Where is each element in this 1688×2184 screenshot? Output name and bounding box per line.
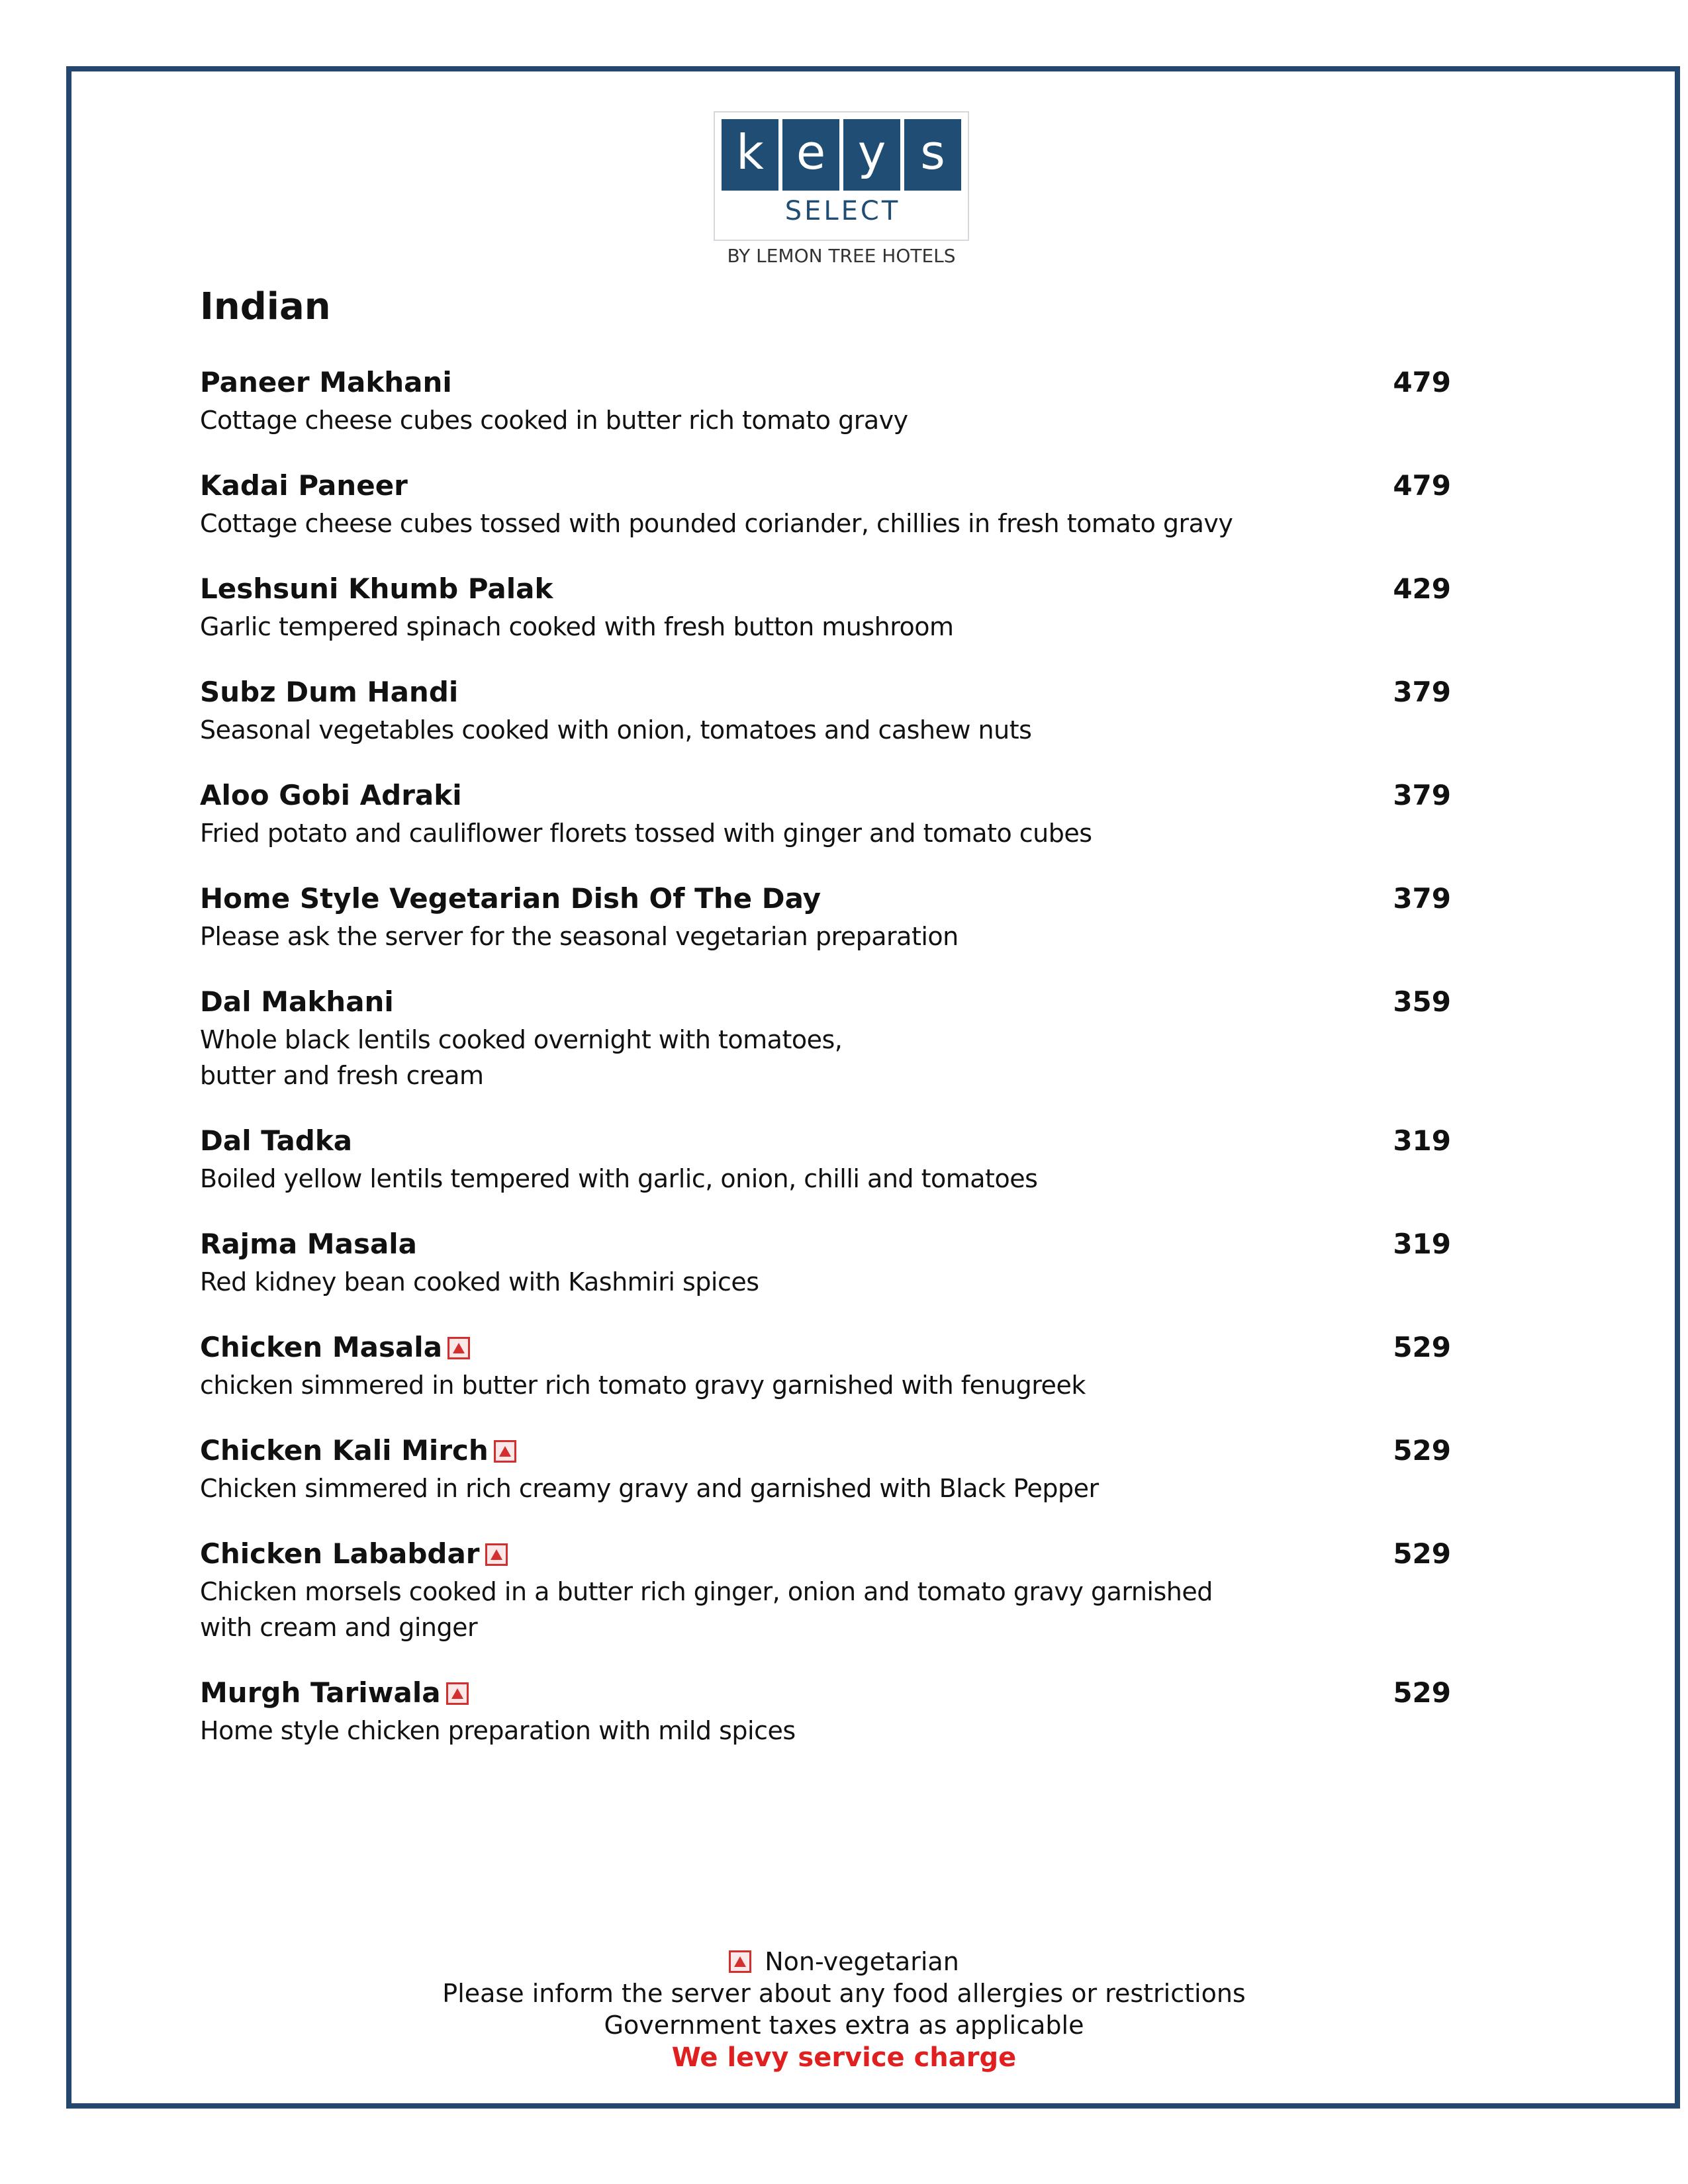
non-veg-icon <box>485 1543 508 1566</box>
menu-item <box>200 1431 1451 1506</box>
menu-item-description: Garlic tempered spinach cooked with fresh button mushroom <box>200 612 954 641</box>
menu-item-header <box>200 569 1451 609</box>
menu-item-description: Home style chicken preparation with mild spices <box>200 1716 796 1745</box>
menu-list <box>200 363 1451 1776</box>
logo-tagline: BY LEMON TREE HOTELS <box>727 245 956 267</box>
menu-item <box>200 879 1451 954</box>
menu-item-name: Leshsuni Khumb Palak <box>200 572 553 605</box>
menu-item-header <box>200 466 1451 506</box>
menu-item-price: 429 <box>1393 572 1451 605</box>
non-veg-icon <box>494 1440 516 1463</box>
menu-item-name: Subz Dum Handi <box>200 676 459 708</box>
menu-footer <box>0 1946 1688 2074</box>
menu-item-description: Seasonal vegetables cooked with onion, tomatoes and cashew nuts <box>200 715 1032 745</box>
menu-item-header <box>200 879 1451 919</box>
logo-select-text: SELECT <box>784 196 901 226</box>
menu-item <box>200 1534 1451 1645</box>
menu-item-name: Kadai Paneer <box>200 469 408 502</box>
menu-item-description: Cottage cheese cubes tossed with pounded coriander, chillies in fresh tomato gravy <box>200 509 1233 538</box>
menu-item <box>200 982 1451 1093</box>
menu-item <box>200 776 1451 851</box>
menu-item-name: Chicken Kali Mirch <box>200 1434 489 1467</box>
menu-item-price: 379 <box>1393 676 1451 708</box>
menu-item-price: 359 <box>1393 985 1451 1018</box>
menu-item <box>200 466 1451 541</box>
menu-item-description: Chicken morsels cooked in a butter rich ginger, onion and tomato gravy garnished <box>200 1577 1213 1606</box>
menu-item-description: Please ask the server for the seasonal vegetarian preparation <box>200 922 959 951</box>
menu-item <box>200 569 1451 645</box>
service-charge-note: We levy service charge <box>671 2042 1017 2073</box>
logo-letter-y: y <box>843 119 900 191</box>
menu-item-name: Home Style Vegetarian Dish Of The Day <box>200 882 821 915</box>
non-veg-legend <box>0 1946 1688 1978</box>
menu-item-description: chicken simmered in butter rich tomato gravy garnished with fenugreek <box>200 1371 1086 1400</box>
logo-letter-s: s <box>904 119 961 191</box>
menu-item-description-line2: butter and fresh cream <box>200 1061 484 1090</box>
menu-item-price: 319 <box>1393 1228 1451 1260</box>
menu-item <box>200 672 1451 748</box>
menu-item-name: Paneer Makhani <box>200 366 452 398</box>
tax-note: Government taxes extra as applicable <box>604 2011 1084 2040</box>
menu-item-price: 479 <box>1393 469 1451 502</box>
non-veg-icon <box>447 1337 470 1359</box>
menu-item <box>200 1328 1451 1403</box>
menu-item-header <box>200 1431 1451 1471</box>
menu-item <box>200 1673 1451 1749</box>
menu-item-name: Dal Tadka <box>200 1124 353 1157</box>
menu-item-header <box>200 1673 1451 1713</box>
keys-select-logo <box>714 111 972 270</box>
logo-letter-e: e <box>782 119 839 191</box>
menu-item-header <box>200 982 1451 1022</box>
menu-item <box>200 363 1451 438</box>
menu-item-description: Whole black lentils cooked overnight with tomatoes, <box>200 1025 843 1054</box>
menu-item-name: Rajma Masala <box>200 1228 418 1260</box>
menu-item-description-line2: with cream and ginger <box>200 1613 478 1642</box>
menu-item-name: Chicken Lababdar <box>200 1537 480 1570</box>
menu-item-header <box>200 672 1451 712</box>
menu-item-header <box>200 363 1451 402</box>
menu-item-price: 379 <box>1393 779 1451 811</box>
section-title: Indian <box>200 285 331 328</box>
logo-letter-k: k <box>722 119 778 191</box>
allergy-note: Please inform the server about any food allergies or restrictions <box>442 1979 1246 2008</box>
menu-item-name: Chicken Masala <box>200 1331 443 1363</box>
menu-item-description: Boiled yellow lentils tempered with garlic, onion, chilli and tomatoes <box>200 1164 1038 1193</box>
menu-item-description: Chicken simmered in rich creamy gravy and garnished with Black Pepper <box>200 1474 1099 1503</box>
menu-item-price: 529 <box>1393 1331 1451 1363</box>
menu-item-price: 529 <box>1393 1537 1451 1570</box>
non-veg-icon <box>729 1950 751 1973</box>
menu-item-header <box>200 1328 1451 1367</box>
menu-item-description: Red kidney bean cooked with Kashmiri spices <box>200 1267 759 1297</box>
non-veg-legend-label: Non-vegetarian <box>765 1947 959 1976</box>
non-veg-icon <box>446 1682 469 1705</box>
menu-item-price: 479 <box>1393 366 1451 398</box>
menu-item-price: 529 <box>1393 1676 1451 1709</box>
logo-box <box>714 111 969 241</box>
menu-item <box>200 1224 1451 1300</box>
menu-item-price: 319 <box>1393 1124 1451 1157</box>
menu-item-description: Cottage cheese cubes cooked in butter rich tomato gravy <box>200 406 908 435</box>
menu-item-name: Murgh Tariwala <box>200 1676 441 1709</box>
menu-item-header <box>200 1224 1451 1264</box>
menu-item-name: Aloo Gobi Adraki <box>200 779 462 811</box>
menu-item-name: Dal Makhani <box>200 985 394 1018</box>
menu-item-header <box>200 1121 1451 1161</box>
menu-item <box>200 1121 1451 1197</box>
menu-item-header <box>200 776 1451 815</box>
menu-item-price: 379 <box>1393 882 1451 915</box>
menu-item-price: 529 <box>1393 1434 1451 1467</box>
menu-item-header <box>200 1534 1451 1574</box>
logo-letters <box>722 119 961 191</box>
menu-item-description: Fried potato and cauliflower florets tossed with ginger and tomato cubes <box>200 819 1092 848</box>
